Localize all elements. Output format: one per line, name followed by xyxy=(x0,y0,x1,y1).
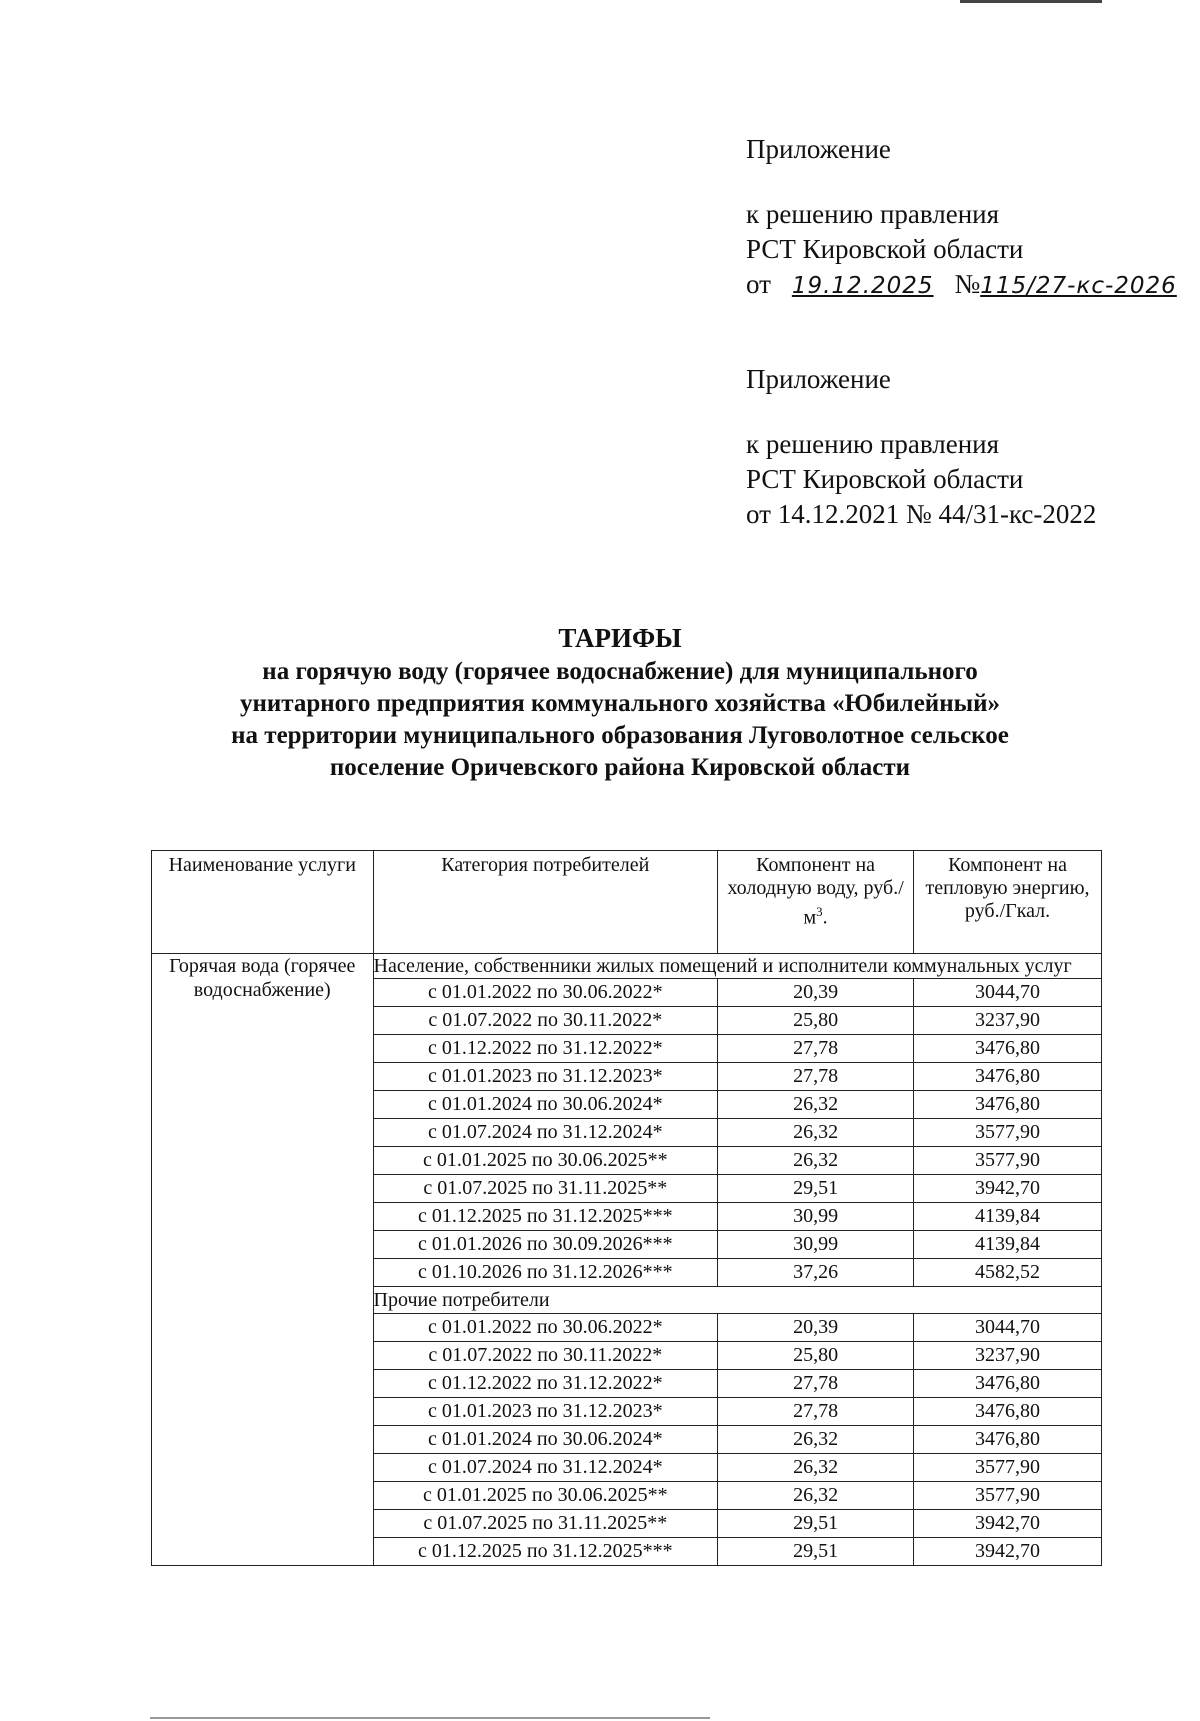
thermal-cell: 3044,70 xyxy=(914,1314,1102,1342)
title-line: унитарного предприятия коммунального хозяйства «Юбилейный» xyxy=(239,690,1001,717)
thermal-cell: 3942,70 xyxy=(914,1175,1102,1203)
cold-water-cell: 30,99 xyxy=(718,1231,914,1259)
period-cell: с 01.01.2022 по 30.06.2022* xyxy=(373,979,718,1007)
cold-water-cell: 20,39 xyxy=(718,979,914,1007)
period-cell: с 01.12.2025 по 31.12.2025*** xyxy=(373,1203,718,1231)
appendix-line: от 14.12.2021 № 44/31-кс-2022 xyxy=(746,499,1097,529)
thermal-cell: 3476,80 xyxy=(914,1426,1102,1454)
appendix-original xyxy=(746,362,1096,532)
cold-water-cell: 20,39 xyxy=(718,1314,914,1342)
cold-water-cell: 26,32 xyxy=(718,1091,914,1119)
thermal-cell: 4139,84 xyxy=(914,1231,1102,1259)
handwritten-date: 19.12.2025 xyxy=(791,273,934,299)
thermal-cell: 3577,90 xyxy=(914,1119,1102,1147)
period-cell: с 01.07.2024 по 31.12.2024* xyxy=(373,1454,718,1482)
thermal-cell: 3476,80 xyxy=(914,1398,1102,1426)
cold-water-cell: 26,32 xyxy=(718,1454,914,1482)
thermal-cell: 3044,70 xyxy=(914,979,1102,1007)
header-cold-water: Компонент на холодную воду, $руб./м^3$. xyxy=(718,851,914,954)
handwritten-number: 115/27-кс-2026 xyxy=(980,273,1177,299)
period-cell: с 01.07.2025 по 31.11.2025** xyxy=(373,1510,718,1538)
number-prefix: № xyxy=(954,269,981,299)
category-cell: Прочие потребители xyxy=(373,1287,1101,1314)
cold-water-cell: 26,32 xyxy=(718,1482,914,1510)
cold-water-cell: 27,78 xyxy=(718,1063,914,1091)
cold-water-cell: 37,26 xyxy=(718,1259,914,1287)
tariffs-table xyxy=(151,850,1102,1566)
period-cell: с 01.12.2022 по 31.12.2022* xyxy=(373,1035,718,1063)
cold-water-cell: 26,32 xyxy=(718,1147,914,1175)
cold-water-cell: 30,99 xyxy=(718,1203,914,1231)
header-category: Категория потребителей xyxy=(373,851,718,954)
period-cell: с 01.01.2025 по 30.06.2025** xyxy=(373,1482,718,1510)
period-cell: с 01.01.2022 по 30.06.2022* xyxy=(373,1314,718,1342)
title-line: на горячую воду (горячее водоснабжение) для муниципального xyxy=(262,658,978,685)
period-cell: с 01.01.2023 по 31.12.2023* xyxy=(373,1398,718,1426)
service-name-cell: Горячая вода (горячее водоснабжение) xyxy=(152,954,374,1566)
thermal-cell: 3942,70 xyxy=(914,1538,1102,1566)
period-cell: с 01.07.2024 по 31.12.2024* xyxy=(373,1119,718,1147)
appendix-line: РСТ Кировской области xyxy=(746,464,1024,494)
cold-water-cell: 25,80 xyxy=(718,1342,914,1370)
header-service: Наименование услуги xyxy=(152,851,374,954)
thermal-cell: 4139,84 xyxy=(914,1203,1102,1231)
bottom-edge-line xyxy=(150,1717,710,1719)
cold-water-cell: 29,51 xyxy=(718,1510,914,1538)
appendix-title: Приложение xyxy=(746,364,891,394)
appendix-line: к решению правления xyxy=(746,429,1000,459)
appendix-line: РСТ Кировской области xyxy=(746,234,1024,264)
thermal-cell: 3577,90 xyxy=(914,1482,1102,1510)
category-row xyxy=(152,954,1102,979)
period-cell: с 01.10.2026 по 31.12.2026*** xyxy=(373,1259,718,1287)
appendix-title: Приложение xyxy=(746,134,891,164)
thermal-cell: 3237,90 xyxy=(914,1342,1102,1370)
thermal-cell: 3476,80 xyxy=(914,1063,1102,1091)
cold-water-cell: 29,51 xyxy=(718,1175,914,1203)
period-cell: с 01.07.2022 по 30.11.2022* xyxy=(373,1007,718,1035)
category-cell: Население, собственники жилых помещений и исполнители коммунальных услуг xyxy=(373,954,1101,979)
title-main: ТАРИФЫ xyxy=(558,623,682,653)
appendix-current xyxy=(746,132,1177,304)
thermal-cell: 4582,52 xyxy=(914,1259,1102,1287)
period-cell: с 01.07.2022 по 30.11.2022* xyxy=(373,1342,718,1370)
cold-water-cell: 27,78 xyxy=(718,1398,914,1426)
thermal-cell: 3476,80 xyxy=(914,1035,1102,1063)
thermal-cell: 3237,90 xyxy=(914,1007,1102,1035)
top-edge-line xyxy=(960,0,1102,3)
cold-water-cell: 29,51 xyxy=(718,1538,914,1566)
period-cell: с 01.01.2025 по 30.06.2025** xyxy=(373,1147,718,1175)
cold-water-cell: 27,78 xyxy=(718,1370,914,1398)
title-line: поселение Оричевского района Кировской области xyxy=(329,754,911,781)
table-header-row xyxy=(152,851,1102,954)
date-prefix: от xyxy=(746,269,771,299)
thermal-cell: 3577,90 xyxy=(914,1454,1102,1482)
cold-water-cell: 26,32 xyxy=(718,1426,914,1454)
cold-water-cell: 27,78 xyxy=(718,1035,914,1063)
period-cell: с 01.01.2023 по 31.12.2023* xyxy=(373,1063,718,1091)
thermal-cell: 3476,80 xyxy=(914,1091,1102,1119)
period-cell: с 01.07.2025 по 31.11.2025** xyxy=(373,1175,718,1203)
period-cell: с 01.12.2025 по 31.12.2025*** xyxy=(373,1538,718,1566)
cold-water-cell: 26,32 xyxy=(718,1119,914,1147)
thermal-cell: 3942,70 xyxy=(914,1510,1102,1538)
appendix-line: к решению правления xyxy=(746,199,1000,229)
cold-water-cell: 25,80 xyxy=(718,1007,914,1035)
period-cell: с 01.12.2022 по 31.12.2022* xyxy=(373,1370,718,1398)
appendix-date-line xyxy=(746,267,1177,304)
period-cell: с 01.01.2024 по 30.06.2024* xyxy=(373,1426,718,1454)
document-title xyxy=(140,622,1100,784)
period-cell: с 01.01.2024 по 30.06.2024* xyxy=(373,1091,718,1119)
header-thermal: Компонент на тепловую энергию, руб./Гкал. xyxy=(914,851,1102,954)
period-cell: с 01.01.2026 по 30.09.2026*** xyxy=(373,1231,718,1259)
title-line: на территории муниципального образования Луговолотное сельское xyxy=(231,722,1009,749)
thermal-cell: 3476,80 xyxy=(914,1370,1102,1398)
thermal-cell: 3577,90 xyxy=(914,1147,1102,1175)
